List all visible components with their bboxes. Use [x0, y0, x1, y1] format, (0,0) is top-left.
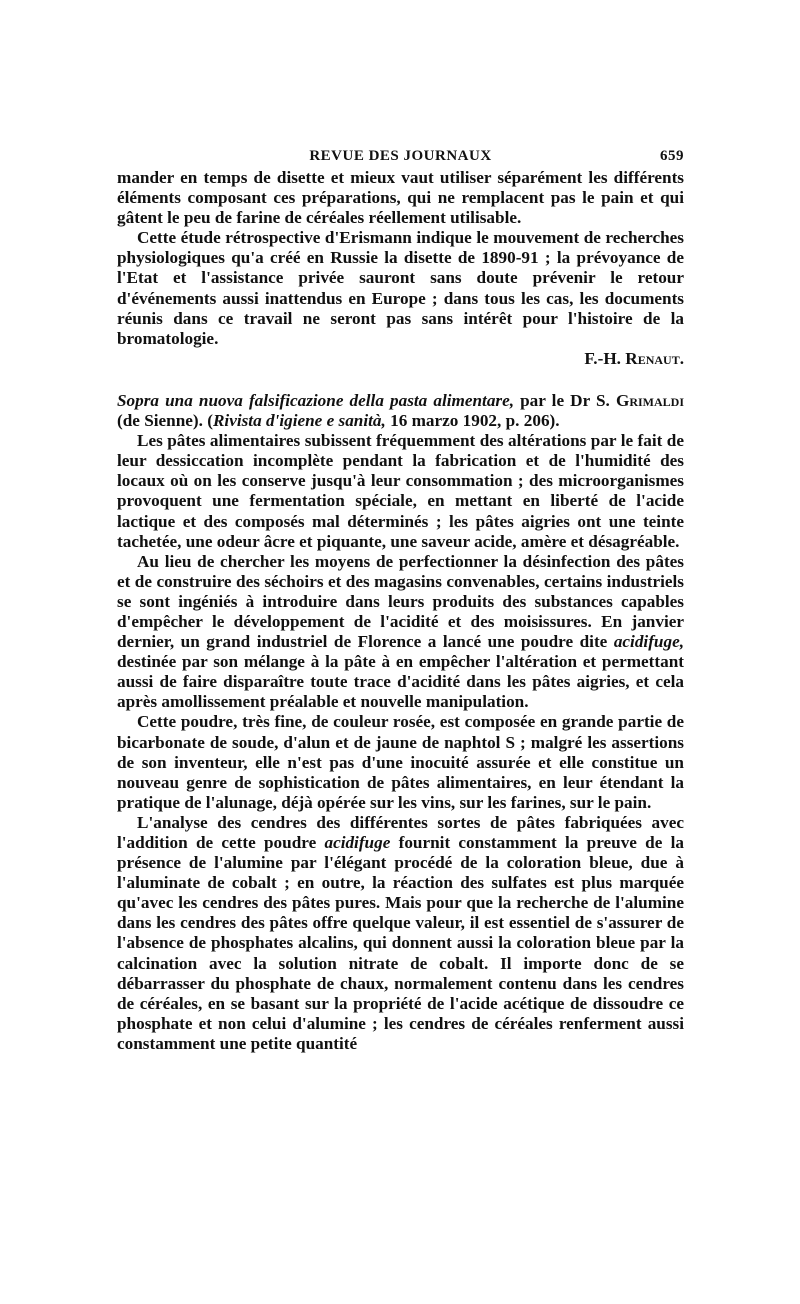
running-header	[117, 148, 684, 168]
paragraph: mander en temps de disette et mieux vaut utiliser séparément les différents éléments composant ces préparations, qui ne remplacent pas le pain et qui gâtent le peu de farine de céréales réellement utilisable.	[117, 168, 684, 228]
page-number: 659	[660, 148, 684, 164]
article-author: Grimaldi	[615, 390, 684, 410]
body-text	[117, 168, 684, 1054]
journal-name: Rivista d'igiene e sanità,	[212, 411, 386, 431]
signature: F.-H. Renaut.	[584, 348, 684, 368]
paragraph: Les pâtes alimentaires subissent fréquemment des altérations par le fait de leur dessiccation incomplète pendant la fabrication et de l'humidité des locaux où on les conserve jusqu'à leur consommation ; des microorganismes provoquent une fermentation spéciale, en mettant en liberté de l'acide lactique et des composés mal déterminés ; les pâtes aigries ont une teinte tachetée, une odeur âcre et piquante, une saveur acide, amère et désagréable.	[117, 431, 684, 551]
paragraph: Cette poudre, très fine, de couleur rosée, est composée en grande partie de bicarbonate de soude, d'alun et de jaune de naphtol S ; malgré les assertions de son inventeur, elle n'est pas d'une inocuité assurée et elle constitue un nouveau genre de sophistication de pâtes alimentaires, en leur étendant la pratique de l'alunage, déjà opérée sur les vins, sur les farines, sur le pain.	[117, 712, 684, 812]
paragraph: L'analyse des cendres des différentes sortes de pâtes fabriquées avec l'addition de cette poudre acidifuge fournit constamment la preuve de la présence de l'alumine par l'élégant procédé de la coloration bleue, due à l'aluminate de cobalt ; en outre, la réaction des sulfates est plus marquée qu'avec les cendres des pâtes pures. Mais pour que la recherche de l'alumine dans les cendres des pâtes offre quelque valeur, il est essentiel de s'assurer de l'absence de phosphates alcalins, qui donnent aussi la coloration bleue par la calcination avec la solution nitrate de cobalt. Il importe donc de se débarrasser du phosphate de chaux, normalement contenu dans les cendres de céréales, en se basant sur la propriété de l'acide acétique de dissoudre ce phosphate et non celui d'alumine ; les cendres de céréales renferment aussi constamment une petite quantité	[117, 812, 684, 1053]
paragraph: Cette étude rétrospective d'Erismann indique le mouvement de recherches physiologiques qu'a créé en Russie la disette de 1890-91 ; la prévoyance de l'Etat et l'assistance privée sauront sans doute prévenir le retour d'événements aussi inattendus en Europe ; dans tous les cas, les documents réunis dans ce travail ne seront pas sans intérêt pour l'histoire de la bromatologie.	[117, 228, 684, 348]
page	[117, 148, 684, 1054]
signature-line	[117, 349, 684, 369]
article-title: Sopra una nuova falsificazione della pasta alimentare,	[117, 390, 515, 410]
running-title: REVUE DES JOURNAUX	[309, 148, 492, 164]
paragraph: Au lieu de chercher les moyens de perfectionner la désinfection des pâtes et de construire des séchoirs et des magasins convenables, certains industriels se sont ingéniés à introduire dans leurs produits des substances capables d'empêcher le développement de l'acidité et des moisissures. En janvier dernier, un grand industriel de Florence a lancé une poudre dite acidifuge, destinée par son mélange à la pâte à en empêcher l'altération et permettant aussi de faire disparaître toute trace d'acidité dans les pâtes aigries, et cela après amollissement préalable et nouvelle manipulation.	[117, 551, 684, 712]
article-reference: Sopra una nuova falsificazione della pasta alimentare, par le Dr S. Grimaldi (de Sienne). (Rivista d'igiene e sanità, 16 marzo 1902, p. 206).	[117, 390, 684, 431]
